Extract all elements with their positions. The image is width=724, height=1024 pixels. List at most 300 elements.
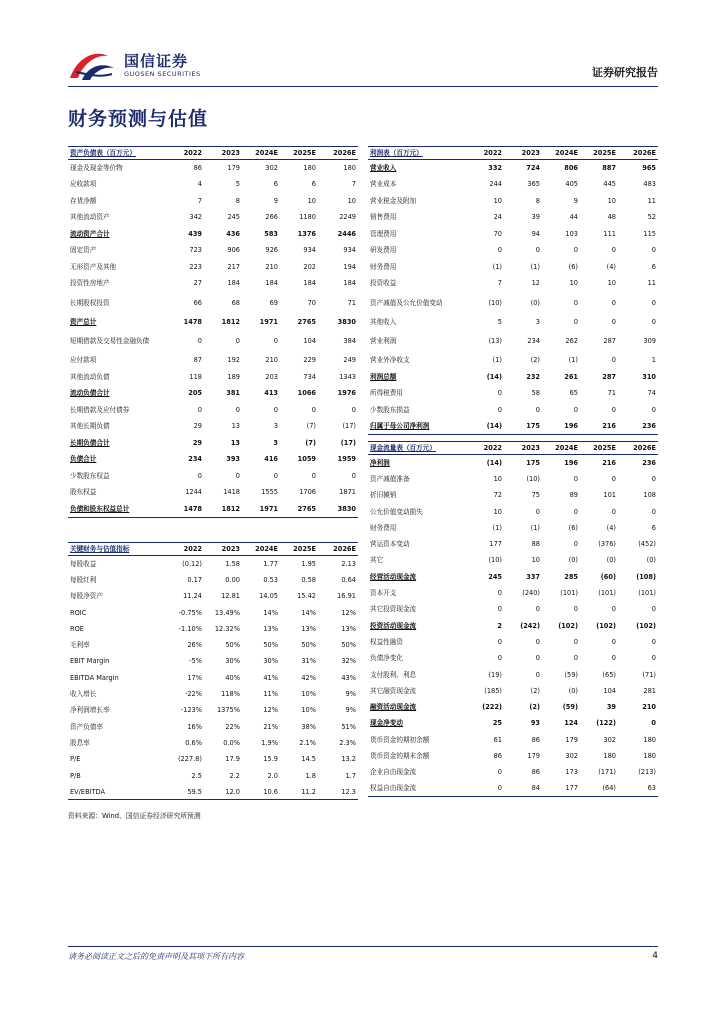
row-value: 3830 [337,317,356,326]
row-value: 0 [235,405,240,414]
row-value: 175 [504,418,542,435]
row-value: 0 [651,637,656,646]
row-value: -5% [189,657,202,666]
row-value: 63 [618,780,658,796]
row-value: (240) [522,589,540,598]
row-value: 1375% [216,706,240,715]
year-header: 2026E [318,147,358,160]
row-value: 10 [493,474,502,483]
row-value: 0 [468,780,504,796]
row-value: 179 [527,751,540,760]
row-value: (7) [306,422,316,431]
row-value: 2249 [339,213,356,222]
row-value: 16% [187,722,202,731]
row-value: 9 [573,196,578,205]
row-value: (0) [606,556,616,565]
row-label: 财务费用 [370,262,397,271]
row-value: 365 [527,180,540,189]
row-value: 180 [643,735,656,744]
row-value: (101) [638,589,656,598]
row-label: 营运资本变动 [370,540,410,549]
row-value: (0) [568,686,578,695]
row-value: 180 [643,751,656,760]
row-value: 50% [341,641,356,650]
row-value: 72 [493,491,502,500]
table-row [368,569,658,585]
report-type-label: 证券研究报告 [592,66,658,79]
table-row [68,468,358,485]
row-label: 企业自由现金流 [370,768,417,777]
row-value: 0 [651,405,656,414]
table-row [68,160,358,177]
row-value: 285 [564,572,578,581]
row-value: 0 [535,507,540,516]
row-value: 29 [193,422,202,431]
row-value: 17% [187,673,202,682]
table-row [368,385,658,402]
row-value: 111 [603,229,616,238]
table-row [68,702,358,718]
row-value: 7 [197,196,202,205]
row-value: 0 [197,471,202,480]
row-value: 2 [497,621,502,630]
row-label: 利润总额 [370,372,397,381]
row-value: 583 [264,229,278,238]
table-row [368,352,658,369]
row-value: 232 [526,372,540,381]
row-label: 长期股权投资 [70,298,110,307]
row-value: 0.64 [341,575,356,584]
row-value: (17) [342,422,356,431]
row-label: 营业税金及附加 [370,196,417,205]
cash-flow-table [368,441,658,797]
table-row [68,637,358,653]
page-number: 4 [652,951,658,961]
row-value: 3 [273,422,278,431]
row-value: 10 [493,196,502,205]
row-value: 0.00 [225,575,240,584]
table-row [368,732,658,748]
row-value: 0 [535,654,540,663]
row-label: 权益自由现金流 [368,780,468,796]
row-label: 投资性房地产 [70,279,110,288]
row-value: 249 [343,356,356,365]
row-value: 10% [301,706,316,715]
row-label: 短期借款及交易性金融负债 [70,337,150,345]
row-value: 281 [643,686,656,695]
row-value: 0.6% [185,738,202,747]
row-value: 202 [303,262,316,271]
table-row [368,193,658,210]
row-value: 0 [273,337,278,345]
table-title: 关键财务与估值指标 [68,543,168,556]
year-header: 2026E [318,543,358,556]
row-value: 0 [611,605,616,614]
row-value: 184 [265,279,278,288]
row-value: 439 [188,229,202,238]
row-value: 0.0% [223,738,240,747]
row-value: 0 [611,317,616,326]
row-value: 234 [527,337,540,345]
row-value: 10.6 [242,784,280,800]
row-value: (122) [596,719,616,728]
row-value: 17.9 [225,755,240,764]
row-value: 0.58 [301,575,316,584]
row-label: P/B [70,771,81,780]
row-label: 每股净资产 [70,592,103,601]
row-value: (7) [305,438,316,447]
row-value: 217 [227,262,240,271]
row-label: 存货净额 [70,196,97,205]
table-row [68,193,358,210]
row-value: 965 [642,164,656,172]
year-header: 2024E [242,543,280,556]
row-label: 其它投资现金流 [370,605,417,614]
row-value: (2) [530,356,540,365]
table-row [368,764,658,780]
row-value: 12 [531,279,540,288]
row-value: 0 [351,471,356,480]
row-value: 1244 [185,488,202,497]
row-label: 股东权益 [70,488,97,497]
row-value: 2.3% [339,738,356,747]
table-row [368,520,658,536]
row-label: ROIC [70,608,87,617]
table-row [68,209,358,226]
row-value: 51% [341,722,356,731]
row-value: 0 [651,507,656,516]
row-label: 无形资产及其他 [70,262,117,271]
row-value: (101) [560,589,578,598]
row-value: 261 [564,372,578,381]
row-value: (108) [636,572,656,581]
row-value: 0 [497,405,502,414]
row-value: (14) [486,372,502,381]
row-value: 0 [611,654,616,663]
row-value: (10) [526,474,540,483]
row-value: 0 [535,246,540,255]
row-value: 210 [265,262,278,271]
row-value: (2) [529,703,540,712]
table-row [68,418,358,435]
row-value: 0 [651,298,656,307]
row-value: 70 [493,229,502,238]
row-value: 0.17 [187,575,202,584]
row-value: 9% [345,690,356,699]
row-value: 0 [311,405,316,414]
year-header: 2025E [580,442,618,455]
row-value: 194 [343,262,356,271]
row-value: (242) [520,621,540,630]
row-value: 0 [535,405,540,414]
row-value: (0) [568,556,578,565]
table-row [68,621,358,637]
row-value: 332 [488,164,502,172]
row-value: 1478 [183,317,202,326]
table-row [368,292,658,314]
footer-divider [68,946,658,947]
year-header: 2023 [504,147,542,160]
row-value: 9% [345,706,356,715]
year-header: 2024E [542,442,580,455]
row-value: 0 [611,356,616,365]
row-value: 0 [573,474,578,483]
row-value: (1) [530,262,540,271]
row-label: 负债合计 [70,455,97,464]
row-value: 52 [647,213,656,222]
row-label: 其他流动负债 [70,372,110,381]
year-header: 2024E [242,147,280,160]
row-value: 0 [311,471,316,480]
row-value: 384 [343,337,356,345]
row-value: 0 [651,605,656,614]
table-row [368,209,658,226]
table-row [68,330,358,352]
row-value: 12% [341,608,356,617]
row-value: (1) [492,523,502,532]
row-value: 1180 [299,213,316,222]
row-value: 926 [265,246,278,255]
row-label: 投资收益 [370,279,397,288]
table-header-row [68,147,358,160]
row-value: 10 [307,196,316,205]
table-row [368,242,658,259]
row-value: 0 [611,246,616,255]
row-value: 287 [602,372,616,381]
row-label: 流动资产合计 [70,229,110,238]
table-row [68,653,358,669]
row-value: 14% [301,608,316,617]
row-label: EV/EBITDA [68,784,168,800]
row-value: (171) [598,768,616,777]
row-value: 262 [565,337,578,345]
row-value: 436 [226,229,240,238]
table-row [368,259,658,276]
table-row [68,501,358,518]
row-label: 股息率 [70,738,90,747]
row-label: 公允价值变动损失 [370,507,423,516]
table-row [68,484,358,501]
row-value: 0 [651,246,656,255]
year-header: 2023 [204,147,242,160]
row-value: (213) [638,768,656,777]
row-value: 68 [231,298,240,307]
row-value: 2.1% [299,738,316,747]
row-value: 0 [497,768,502,777]
row-value: 1871 [339,488,356,497]
row-value: 0 [497,589,502,598]
table-row [68,767,358,783]
row-value: 309 [643,337,656,345]
balance-sheet-table [68,146,358,518]
row-value: (222) [482,703,502,712]
table-row [368,683,658,699]
row-value: 31% [301,657,316,666]
row-value: 9 [273,196,278,205]
row-value: 14.05 [259,592,278,601]
row-label: 其他长期负债 [70,422,110,431]
row-value: 196 [542,418,580,435]
row-value: 0 [573,405,578,414]
row-value: (64) [580,780,618,796]
row-value: (101) [598,589,616,598]
row-label: 营业成本 [370,180,397,189]
row-value: 6 [651,262,656,271]
row-value: 118 [189,372,202,381]
row-value: 310 [642,372,656,381]
row-value: 104 [603,686,616,695]
table-row [68,604,358,620]
row-value: 89 [569,491,578,500]
table-row [68,784,358,800]
row-value: 1376 [297,229,316,238]
row-value: 1.58 [225,559,240,568]
row-value: 27 [193,279,202,288]
row-value: 2.2 [229,771,240,780]
row-value: 5 [235,180,240,189]
year-header: 2022 [168,543,204,556]
table-row [368,617,658,633]
row-value: 2446 [337,229,356,238]
row-value: 16.91 [337,592,356,601]
row-value: 1418 [223,488,240,497]
row-value: 0 [611,474,616,483]
row-value: 266 [265,213,278,222]
section-title: 财务预测与估值 [68,108,209,130]
row-value: (185) [484,686,502,695]
row-value: (0) [646,556,656,565]
row-value: 1478 [168,501,204,518]
table-row [68,292,358,314]
row-value: 11% [263,690,278,699]
row-value: 14% [263,608,278,617]
table-row [68,275,358,292]
row-label: 其它融资现金流 [370,686,417,695]
row-value: 229 [303,356,316,365]
row-value: 11.2 [280,784,318,800]
row-value: 118% [221,690,240,699]
table-row [368,503,658,519]
row-value: 210 [265,356,278,365]
row-label: 应付款项 [70,356,97,365]
table-row [68,314,358,331]
row-value: 393 [226,455,240,464]
row-value: 43% [341,673,356,682]
row-value: (14) [468,418,504,435]
year-header: 2022 [168,147,204,160]
year-header: 2026E [618,147,658,160]
row-value: 734 [303,372,316,381]
table-row [68,451,358,468]
row-value: 12.81 [221,592,240,601]
row-value: 11 [647,279,656,288]
table-row [68,242,358,259]
row-label: EBIT Margin [70,657,110,666]
row-value: 0 [351,405,356,414]
row-value: 87 [193,356,202,365]
row-value: 103 [565,229,578,238]
row-label: 营业利润 [370,337,397,345]
row-value: 0 [611,405,616,414]
row-value: 0 [651,719,656,728]
row-value: 0 [535,670,540,679]
page-header [68,48,658,86]
row-value: 2.0 [267,771,278,780]
row-value: 0 [497,605,502,614]
row-value: (59) [564,670,578,679]
row-value: 245 [227,213,240,222]
row-value: (6) [568,262,578,271]
row-value: 0 [611,637,616,646]
table-row [368,715,658,731]
row-value: 1.95 [301,559,316,568]
row-label: 长期负债合计 [70,438,110,447]
row-value: 2765 [280,501,318,518]
row-value: 0 [197,405,202,414]
row-value: 906 [227,246,240,255]
row-value: 39 [606,703,616,712]
row-value: 11.24 [183,592,202,601]
row-value: 108 [643,491,656,500]
row-value: 302 [565,751,578,760]
row-value: 13 [230,438,240,447]
row-value: 61 [493,735,502,744]
income-statement-table [368,146,658,435]
row-value: 0 [497,637,502,646]
row-value: 210 [642,703,656,712]
row-value: 104 [303,337,316,345]
row-label: 所得税费用 [370,389,403,398]
row-value: (14) [486,458,502,467]
year-header: 2022 [468,147,504,160]
row-value: (17) [340,438,356,447]
row-value: 0 [651,654,656,663]
row-label: EBITDA Margin [70,673,119,682]
table-row [368,176,658,193]
row-value: 15.9 [263,755,278,764]
row-value: 71 [347,298,356,307]
row-value: 180 [603,751,616,760]
row-value: 245 [488,572,502,581]
row-value: 21% [263,722,278,731]
row-value: 236 [642,458,656,467]
row-value: 39 [531,213,540,222]
row-value: 32% [341,657,356,666]
row-value: 40% [225,673,240,682]
row-value: 30% [225,657,240,666]
row-value: 7 [497,279,502,288]
row-value: 177 [542,780,580,796]
row-value: 342 [189,213,202,222]
table-row [368,634,658,650]
table-row [368,780,658,796]
row-value: 26% [187,641,202,650]
year-header: 2026E [618,442,658,455]
row-value: 1971 [259,317,278,326]
row-value: 71 [607,389,616,398]
row-value: 1812 [204,501,242,518]
row-label: ROE [70,624,84,633]
disclaimer-note: 请务必阅读正文之后的免责声明及其项下所有内容 [68,952,244,961]
row-label: 负债净变化 [370,654,403,663]
row-value: 175 [526,458,540,467]
row-value: 7 [351,180,356,189]
table-row [368,585,658,601]
row-label: 研发费用 [370,246,397,255]
table-row [368,330,658,352]
row-value: 192 [227,356,240,365]
row-value: 445 [603,180,616,189]
